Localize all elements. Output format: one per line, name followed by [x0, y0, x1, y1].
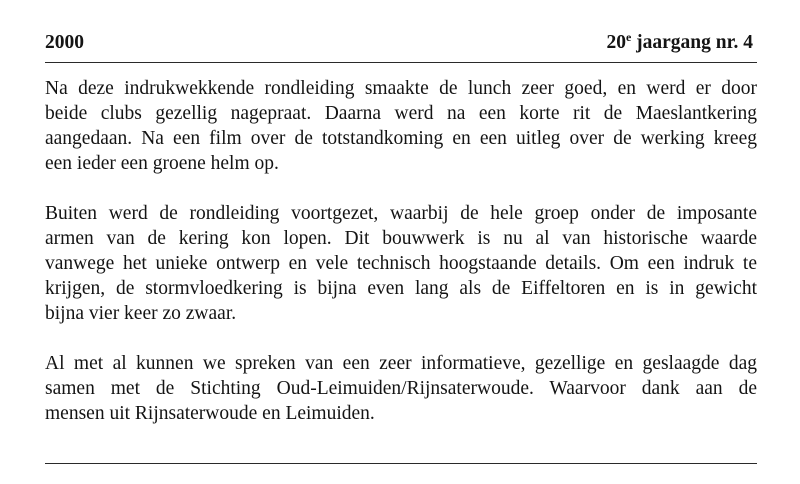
header-divider	[45, 62, 757, 63]
text-line: vanwege het unieke ontwerp en vele technisch hoogstaande details. Om een indruk te	[45, 253, 757, 274]
text-line: Buiten werd de rondleiding voortgezet, waarbij de hele groep onder de imposante	[45, 203, 757, 224]
text-line: een ieder een groene helm op.	[45, 153, 279, 174]
text-line: Na deze indrukwekkende rondleiding smaakte de lunch zeer goed, en werd er door	[45, 78, 757, 99]
paragraph-3	[45, 351, 757, 426]
text-line: bijna vier keer zo zwaar.	[45, 303, 237, 324]
text-line: mensen uit Rijnsaterwoude en Leimuiden.	[45, 403, 375, 424]
text-line: beide clubs gezellig nagepraat. Daarna werd na een korte rit de Maeslantkering	[45, 103, 757, 124]
text-line: krijgen, de stormvloedkering is bijna even lang als de Eiffeltoren en is in gewicht	[45, 278, 757, 299]
text-line: Al met al kunnen we spreken van een zeer informatieve, gezellige en geslaagde dag	[45, 353, 757, 374]
page-header	[45, 30, 753, 56]
header-volume-superscript: e	[625, 30, 632, 44]
text-line: aangedaan. Na een film over de totstandkoming en een uitleg over de werking kreeg	[45, 128, 757, 149]
header-volume-label: jaargang nr. 4	[631, 32, 753, 53]
paragraph-2	[45, 201, 757, 326]
text-line: armen van de kering kon lopen. Dit bouwwerk is nu al van historische waarde	[45, 228, 757, 249]
header-volume	[606, 30, 753, 56]
article-body	[45, 76, 757, 451]
text-line: samen met de Stichting Oud-Leimuiden/Rijnsaterwoude. Waarvoor dank aan de	[45, 378, 757, 399]
footer-divider	[45, 463, 757, 464]
paragraph-1	[45, 76, 757, 176]
header-year: 2000	[45, 32, 84, 53]
header-volume-number: 20	[606, 32, 626, 53]
